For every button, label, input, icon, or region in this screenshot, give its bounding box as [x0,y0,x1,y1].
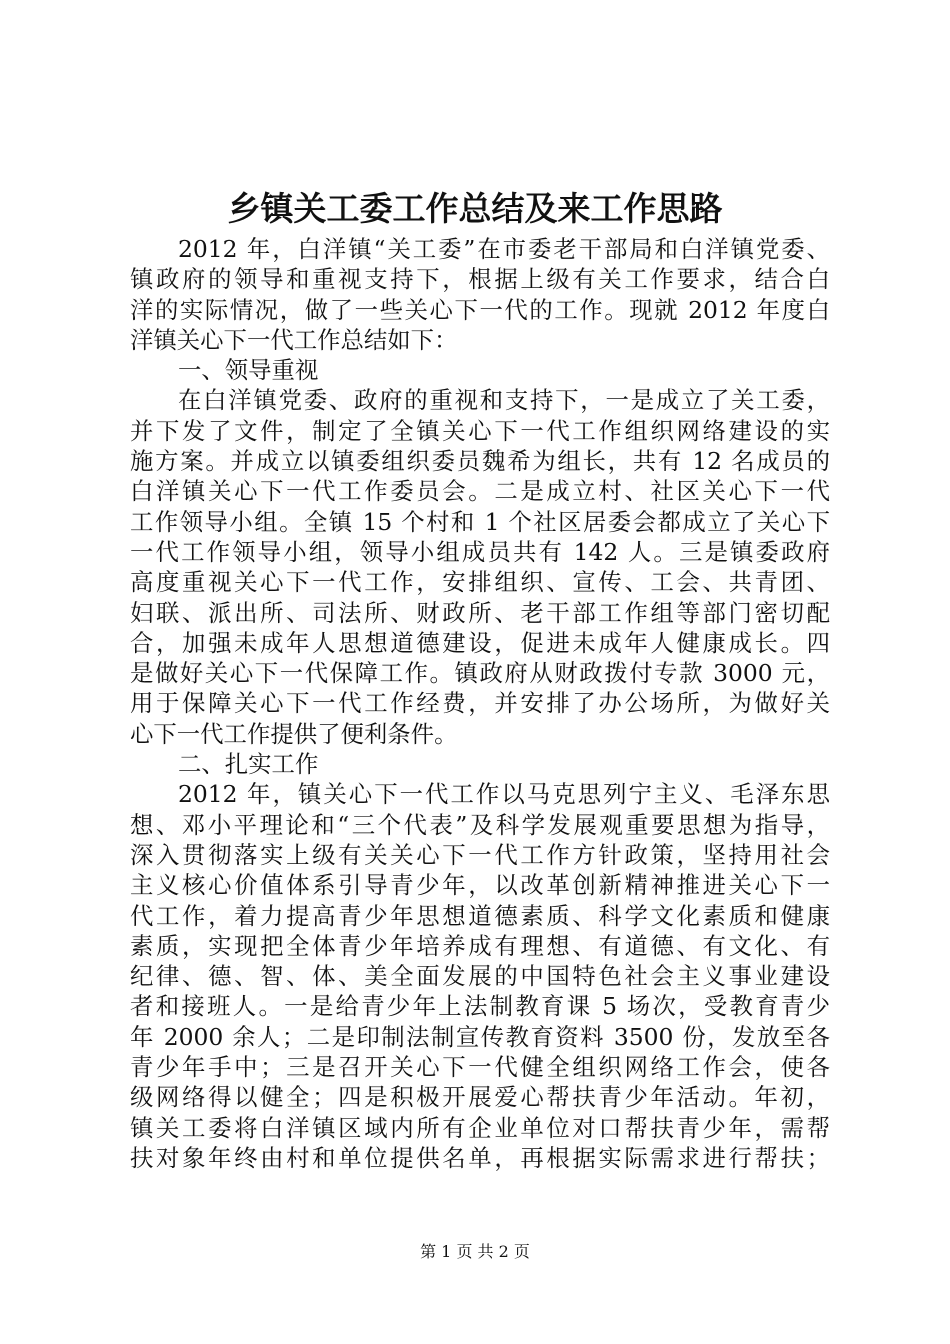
document-title: 乡镇关工委工作总结及来工作思路 [227,189,723,228]
section-heading: 一、领导重视 [178,356,319,385]
paragraph-line: 施方案。并成立以镇委组织委员魏希为组长，共有 12 名成员的 [130,447,830,476]
paragraph-line: 镇政府的领导和重视支持下，根据上级有关工作要求，结合白 [130,265,830,294]
paragraph-line: 镇关工委将白洋镇区域内所有企业单位对口帮扶青少年，需帮 [130,1113,830,1142]
paragraph-line: 一代工作领导小组，领导小组成员共有 142 人。三是镇委政府 [130,537,830,566]
paragraph-line: 者和接班人。一是给青少年上法制教育课 5 场次，受教育青少 [130,992,830,1021]
paragraph-line: 年 2000 余人；二是印制法制宣传教育资料 3500 份，发放至各 [130,1022,830,1051]
paragraph-line: 并下发了文件，制定了全镇关心下一代工作组织网络建设的实 [130,416,830,445]
paragraph-line: 合，加强未成年人思想道德建设，促进未成年人健康成长。四 [130,628,830,657]
paragraph-line: 妇联、派出所、司法所、财政所、老干部工作组等部门密切配 [130,598,830,627]
paragraph-line: 主义核心价值体系引导青少年，以改革创新精神推进关心下一 [130,871,830,900]
paragraph-line: 是做好关心下一代保障工作。镇政府从财政拨付专款 3000 元， [130,659,830,688]
paragraph-line: 素质，实现把全体青少年培养成有理想、有道德、有文化、有 [130,931,830,960]
paragraph-line: 洋的实际情况，做了一些关心下一代的工作。现就 2012 年度白 [130,295,830,324]
paragraph-line: 高度重视关心下一代工作，安排组织、宣传、工会、共青团、 [130,568,830,597]
paragraph-line: 用于保障关心下一代工作经费，并安排了办公场所，为做好关 [130,689,830,718]
paragraph-line: 洋镇关心下一代工作总结如下： [130,325,458,354]
paragraph-line: 代工作，着力提高青少年思想道德素质、科学文化素质和健康 [130,901,830,930]
document-body [130,234,830,1173]
paragraph-line: 纪律、德、智、体、美全面发展的中国特色社会主义事业建设 [130,962,830,991]
paragraph-line: 青少年手中；三是召开关心下一代健全组织网络工作会，使各 [130,1053,830,1082]
paragraph-line: 扶对象年终由村和单位提供名单，再根据实际需求进行帮扶； [130,1143,830,1172]
paragraph-line: 想、邓小平理论和“三个代表”及科学发展观重要思想为指导， [130,810,830,839]
paragraph-line: 白洋镇关心下一代工作委员会。二是成立村、社区关心下一代 [130,477,830,506]
paragraph-line: 2012 年，镇关心下一代工作以马克思列宁主义、毛泽东思 [178,780,830,809]
section-heading: 二、扎实工作 [178,750,319,779]
paragraph-line: 工作领导小组。全镇 15 个村和 1 个社区居委会都成立了关心下 [130,507,830,536]
paragraph-line: 心下一代工作提供了便利条件。 [130,719,458,748]
page-footer: 第 1 页 共 2 页 [420,1242,530,1261]
paragraph-line: 深入贯彻落实上级有关关心下一代工作方针政策，坚持用社会 [130,840,830,869]
paragraph-line: 2012 年，白洋镇“关工委”在市委老干部局和白洋镇党委、 [178,235,830,263]
paragraph-line: 在白洋镇党委、政府的重视和支持下，一是成立了关工委， [178,386,830,415]
paragraph-line: 级网络得以健全；四是积极开展爱心帮扶青少年活动。年初， [130,1083,830,1112]
